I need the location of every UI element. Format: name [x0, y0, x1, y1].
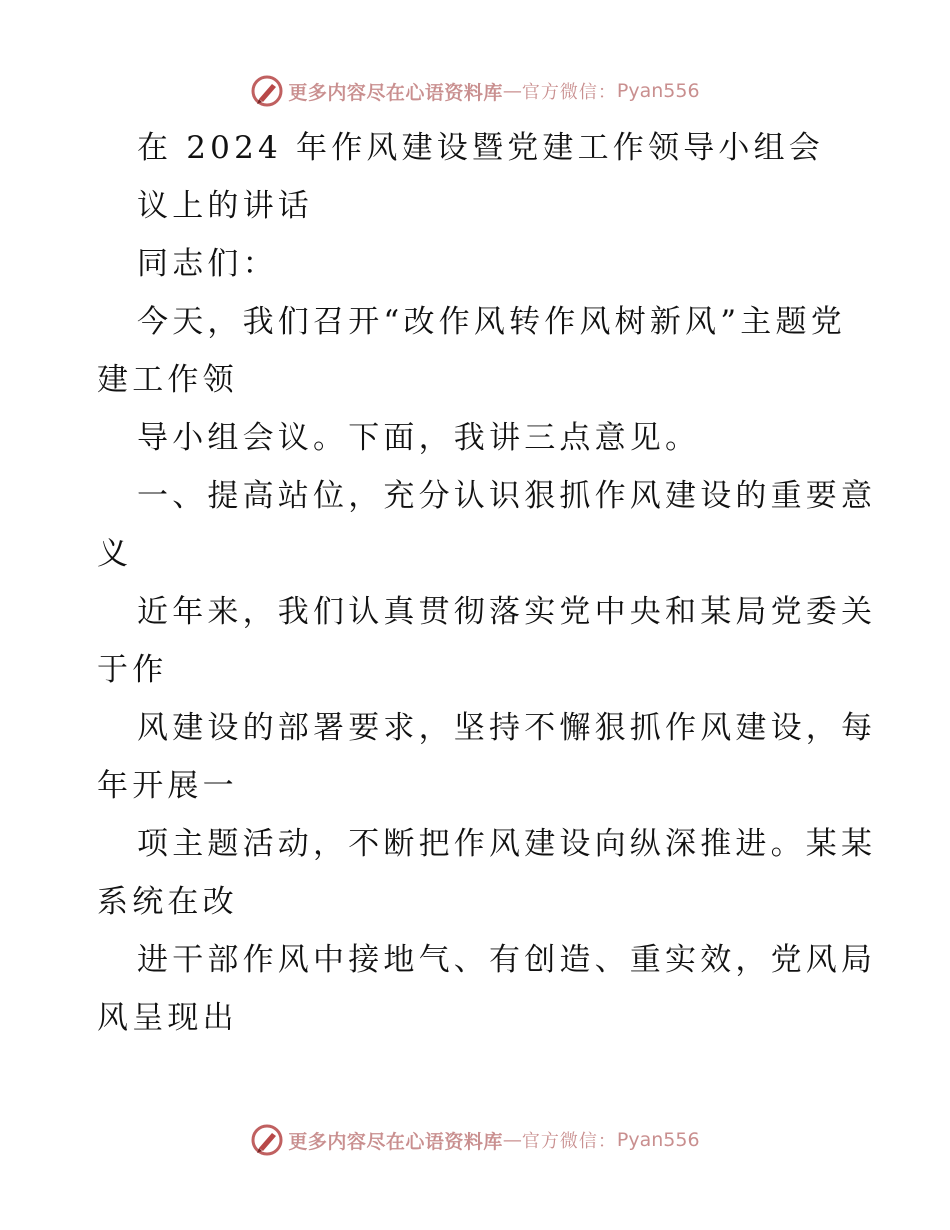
document-line: 一、提高站位，充分认识狠抓作风建设的重要意 [137, 478, 877, 514]
watermark-brand: 更多内容尽在心语资料库 [288, 1130, 503, 1153]
watermark-separator: — [502, 1129, 522, 1151]
document-line: 同志们： [137, 246, 278, 282]
document-line: 进干部作风中接地气、有创造、重实效，党风局 [137, 942, 877, 978]
document-line: 于作 [97, 652, 168, 688]
document-line: 导小组会议。下面，我讲三点意见。 [137, 420, 701, 456]
header-watermark [0, 71, 950, 111]
pen-logo-icon [250, 74, 284, 108]
watermark-label: 官方微信： [521, 82, 617, 103]
document-line: 议上的讲话 [137, 188, 313, 224]
pen-logo-icon [250, 1123, 284, 1157]
document-line: 系统在改 [97, 884, 238, 920]
document-line: 义 [97, 536, 133, 572]
document-line: 项主题活动，不断把作风建设向纵深推进。某某 [137, 826, 877, 862]
document-line: 风建设的部署要求，坚持不懈狠抓作风建设，每 [137, 710, 877, 746]
document-line: 今天，我们召开“改作风转作风树新风”主题党 [137, 304, 846, 340]
document-body [97, 119, 877, 1047]
watermark-label: 官方微信： [521, 1131, 617, 1152]
watermark-separator: — [502, 80, 522, 102]
document-line: 近年来，我们认真贯彻落实党中央和某局党委关 [137, 594, 877, 630]
watermark-wechat-id: Pyan556 [616, 80, 700, 102]
document-line: 风呈现出 [97, 1000, 238, 1036]
footer-watermark [0, 1120, 950, 1160]
document-line: 在 2024 年作风建设暨党建工作领导小组会 [137, 130, 824, 166]
document-line: 建工作领 [97, 362, 238, 398]
document-line: 年开展一 [97, 768, 238, 804]
watermark-brand: 更多内容尽在心语资料库 [288, 81, 503, 104]
watermark-wechat-id: Pyan556 [616, 1129, 700, 1151]
